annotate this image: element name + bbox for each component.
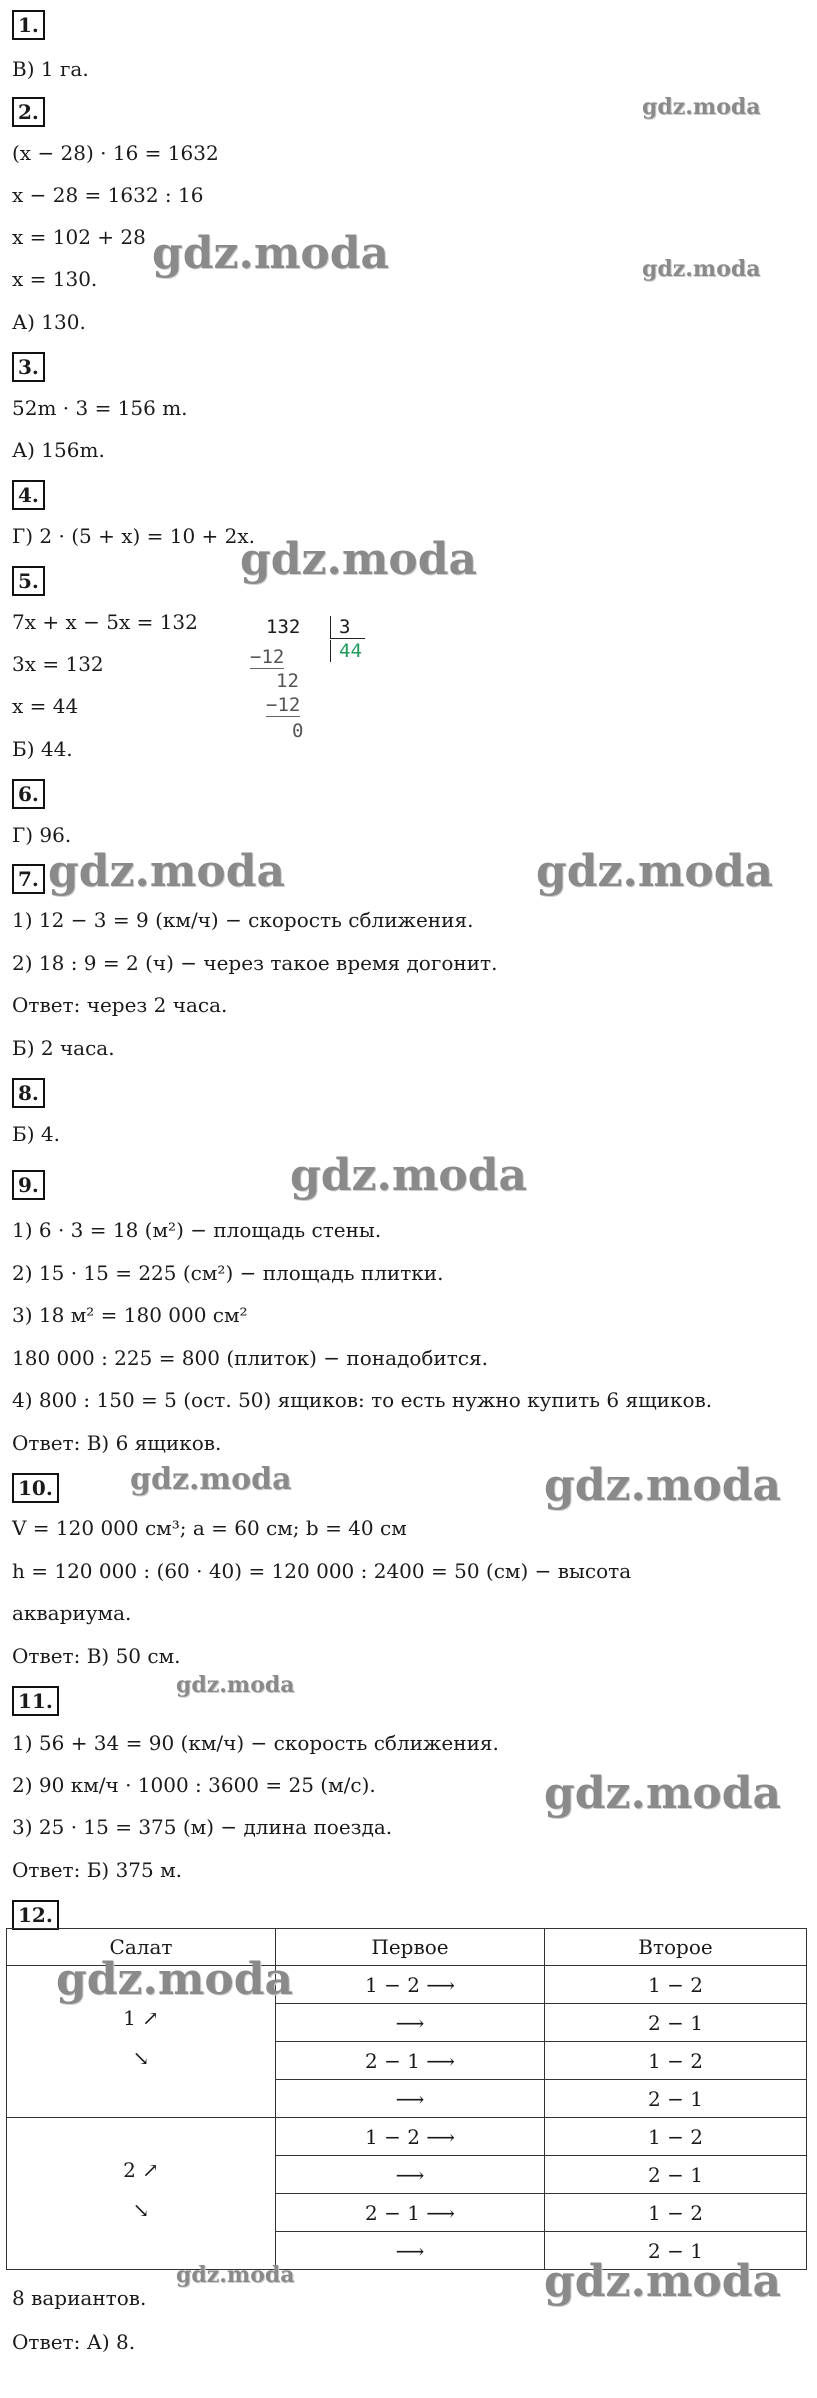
answer-line: Ответ: В) 50 см.: [12, 1644, 181, 1668]
salad-option: 1 ↗: [123, 2006, 159, 2030]
first-course-cell: ⟶: [276, 2004, 545, 2042]
second-course-cell: 1 − 2: [545, 2194, 807, 2232]
second-course-cell: 1 − 2: [545, 1966, 807, 2004]
division-dividend: 132: [266, 616, 301, 638]
first-course-cell: ⟶: [276, 2232, 545, 2270]
division-step: 0: [292, 720, 304, 742]
table-row: [7, 2118, 807, 2156]
column-header: Первое: [276, 1929, 545, 1966]
task-number: 5.: [12, 566, 45, 596]
watermark: gdz.moda: [176, 1672, 295, 1698]
column-header: Салат: [7, 1929, 276, 1966]
second-course-cell: 1 − 2: [545, 2042, 807, 2080]
answer-line: Г) 96.: [12, 823, 72, 847]
solution-line: Ответ: через 2 часа.: [12, 993, 228, 1017]
answer-line: Ответ: Б) 375 м.: [12, 1858, 183, 1882]
task-number: 9.: [12, 1170, 45, 1200]
second-course-cell: 2 − 1: [545, 2156, 807, 2194]
column-header: Второе: [545, 1929, 807, 1966]
second-course-cell: 2 − 1: [545, 2080, 807, 2118]
watermark: gdz.moda: [240, 534, 478, 585]
division-step: −12: [250, 646, 285, 668]
solution-line: 2) 90 км/ч · 1000 : 3600 = 25 (м/с).: [12, 1773, 376, 1797]
task-number: 7.: [12, 864, 45, 894]
solution-line: 2) 18 : 9 = 2 (ч) − через такое время догонит.: [12, 951, 498, 975]
solution-line: 180 000 : 225 = 800 (плиток) − понадобится.: [12, 1346, 488, 1370]
second-course-cell: 1 − 2: [545, 2118, 807, 2156]
task-number: 8.: [12, 1078, 45, 1108]
second-course-cell: 2 − 1: [545, 2004, 807, 2042]
watermark: gdz.moda: [290, 1150, 528, 1201]
task-number: 4.: [12, 480, 45, 510]
solution-line: 2) 15 · 15 = 225 (см²) − площадь плитки.: [12, 1261, 444, 1285]
solution-line: x − 28 = 1632 : 16: [12, 183, 204, 207]
solution-line: x = 130.: [12, 267, 98, 291]
division-step: −12: [266, 694, 301, 716]
watermark: gdz.moda: [130, 1462, 292, 1497]
first-course-cell: 2 − 1 ⟶: [276, 2042, 545, 2080]
task-number: 10.: [12, 1473, 59, 1503]
solution-line: (x − 28) · 16 = 1632: [12, 141, 219, 165]
solution-line: 52m · 3 = 156 m.: [12, 396, 188, 420]
salad-cell: [7, 2118, 276, 2270]
first-course-cell: ⟶: [276, 2156, 545, 2194]
task-number: 3.: [12, 352, 45, 382]
solution-line: 4) 800 : 150 = 5 (ост. 50) ящиков: то есть нужно купить 6 ящиков.: [12, 1388, 713, 1412]
salad-branch: ↘: [132, 2198, 150, 2222]
watermark: gdz.moda: [56, 1954, 294, 2005]
answer-line: А) 130.: [12, 310, 86, 334]
answer-line: В) 1 га.: [12, 57, 89, 81]
division-quotient: 44: [330, 640, 362, 662]
first-course-cell: 1 − 2 ⟶: [276, 1966, 545, 2004]
watermark: gdz.moda: [48, 846, 286, 897]
division-divisor: 3: [330, 616, 365, 639]
salad-option: 2 ↗: [123, 2158, 159, 2182]
task-number: 11.: [12, 1686, 59, 1716]
solution-line: 1) 56 + 34 = 90 (км/ч) − скорость сближения.: [12, 1731, 499, 1755]
answer-line: Ответ: А) 8.: [12, 2330, 136, 2354]
task-number: 1.: [12, 10, 45, 40]
watermark: gdz.moda: [642, 94, 761, 120]
task-number: 6.: [12, 779, 45, 809]
watermark: gdz.moda: [544, 1460, 782, 1511]
first-course-cell: ⟶: [276, 2080, 545, 2118]
answer-line: А) 156m.: [12, 438, 105, 462]
solution-line: h = 120 000 : (60 · 40) = 120 000 : 2400 = 50 (см) − высота: [12, 1559, 632, 1583]
watermark: gdz.moda: [152, 228, 390, 279]
answer-line: Г) 2 · (5 + x) = 10 + 2x.: [12, 524, 256, 548]
solution-line: 1) 12 − 3 = 9 (км/ч) − скорость сближения.: [12, 908, 474, 932]
solution-line: 8 вариантов.: [12, 2286, 147, 2310]
solution-line: 1) 6 · 3 = 18 (м²) − площадь стены.: [12, 1218, 382, 1242]
watermark: gdz.moda: [536, 846, 774, 897]
solution-line: x = 44: [12, 694, 79, 718]
solution-line: x = 102 + 28: [12, 225, 146, 249]
answer-line: Б) 2 часа.: [12, 1036, 115, 1060]
salad-branch: ↘: [132, 2046, 150, 2070]
answer-line: Ответ: В) 6 ящиков.: [12, 1431, 222, 1455]
solution-line: 3) 18 м² = 180 000 см²: [12, 1303, 248, 1327]
second-course-cell: 2 − 1: [545, 2232, 807, 2270]
watermark: gdz.moda: [544, 1768, 782, 1819]
solution-line: V = 120 000 см³; a = 60 см; b = 40 см: [12, 1516, 407, 1540]
task-number: 2.: [12, 97, 45, 127]
task-number: 12.: [12, 1900, 59, 1930]
watermark: gdz.moda: [176, 2262, 295, 2288]
first-course-cell: 2 − 1 ⟶: [276, 2194, 545, 2232]
division-step: 12: [276, 670, 299, 692]
solution-line: 3x = 132: [12, 652, 104, 676]
watermark: gdz.moda: [544, 2256, 782, 2307]
solution-line: 3) 25 · 15 = 375 (м) − длина поезда.: [12, 1815, 393, 1839]
watermark: gdz.moda: [642, 256, 761, 282]
solution-line: аквариума.: [12, 1601, 132, 1625]
first-course-cell: 1 − 2 ⟶: [276, 2118, 545, 2156]
solution-line: 7x + x − 5x = 132: [12, 610, 198, 634]
answer-line: Б) 4.: [12, 1122, 60, 1146]
answer-line: Б) 44.: [12, 737, 73, 761]
